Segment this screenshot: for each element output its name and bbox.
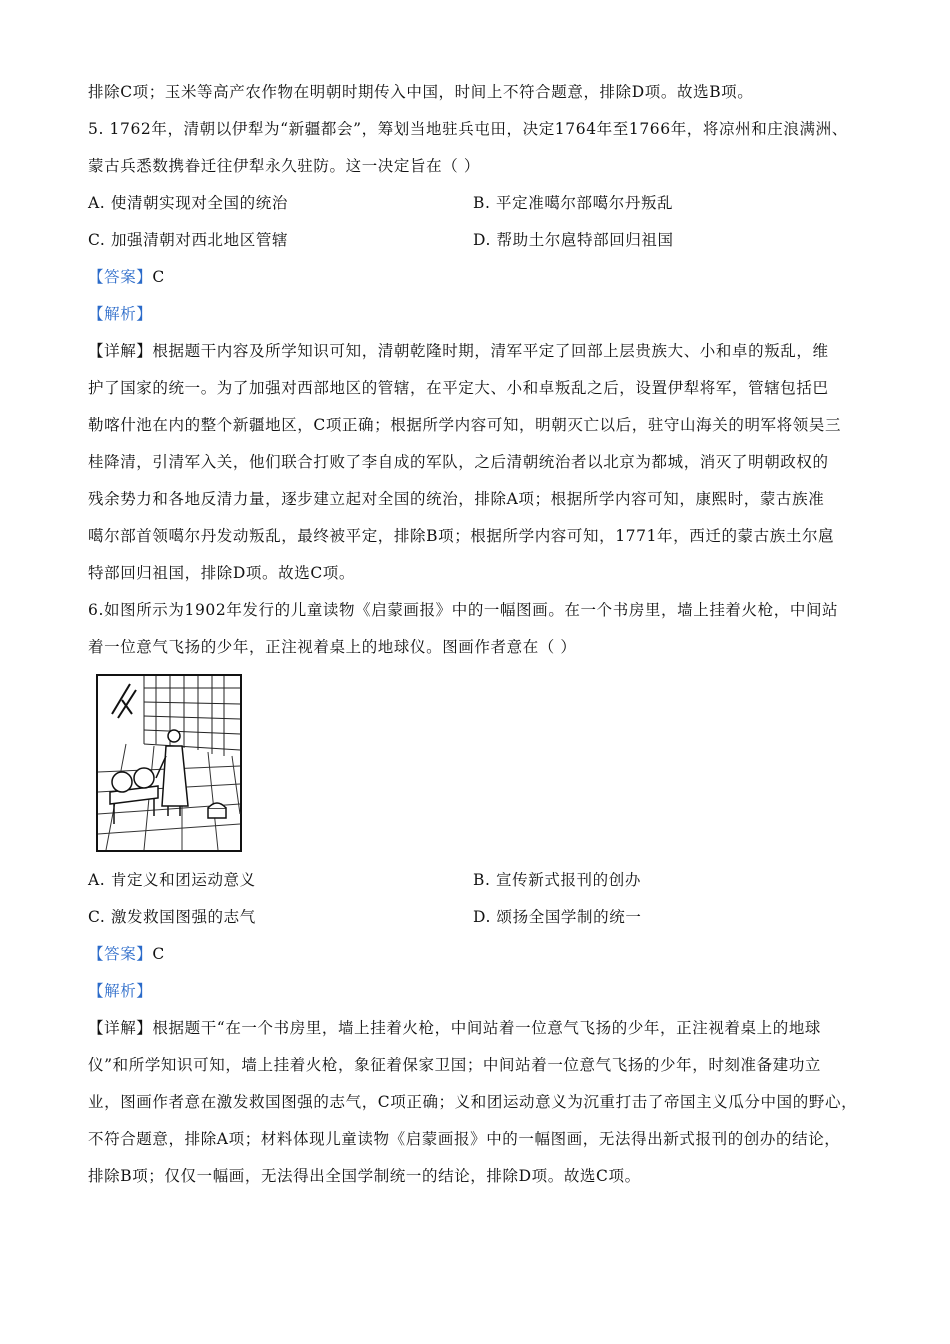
q5-answer [88,259,868,296]
q5-detail-line-7: 特部回归祖国，排除D项。故选C项。 [88,564,355,582]
q5-stem-line-2: 蒙古兵悉数携眷迁往伊犁永久驻防。这一决定旨在（ ） [88,157,480,175]
analysis-tag: 【解析】 [88,982,153,1000]
q6-detail-line-4: 不符合题意，排除A项；材料体现儿童读物《启蒙画报》中的一幅图画，无法得出新式报刊的创办的结论， [88,1130,841,1148]
q6-option-c: C. 激发救国图强的志气 [88,908,256,926]
analysis-tag: 【解析】 [88,305,153,323]
q5-analysis-heading [88,296,868,333]
q6-options-row-2 [88,899,868,936]
q6-stem-line-1: 6.如图所示为1902年发行的儿童读物《启蒙画报》中的一幅图画。在一个书房里，墙上挂着火枪，中间站 [88,601,839,619]
q6-detail-line-2: 仪”和所学知识可知，墙上挂着火枪，象征着保家卫国；中间站着一位意气飞扬的少年，时刻准备建功立 [88,1056,822,1074]
q5-detail-line-6: 噶尔部首领噶尔丹发动叛乱，最终被平定，排除B项；根据所学内容可知，1771年，西迁的蒙古族土尔扈 [88,527,835,545]
q5-detail-line-1 [88,333,868,370]
q6-detail-line-1 [88,1010,868,1047]
study-room-illustration [96,674,242,852]
answer-value: C [152,268,165,286]
q6-stem-line-2: 着一位意气飞扬的少年，正注视着桌上的地球仪。图画作者意在（ ） [88,638,577,656]
q6-option-b: B. 宣传新式报刊的创办 [473,871,641,889]
q6-options-row-1 [88,862,868,899]
q6-analysis-heading [88,973,868,1010]
woodcut-study-room-illustration [96,674,242,852]
q5-option-c: C. 加强清朝对西北地区管辖 [88,231,289,249]
detail-tag: 【详解】 [88,342,153,360]
q5-detail-line-4: 桂降清，引清军入关，他们联合打败了李自成的军队，之后清朝统治者以北京为都城，消灭了明朝政权的 [88,453,829,471]
q4-conclusion: 排除C项；玉米等高产农作物在明朝时期传入中国，时间上不符合题意，排除D项。故选B项。 [88,83,754,101]
answer-tag: 【答案】 [88,268,153,286]
detail-tag: 【详解】 [88,1019,153,1037]
document-page [88,74,868,1195]
q5-stem-line-1: 5. 1762年，清朝以伊犁为“新疆都会”，筹划当地驻兵屯田，决定1764年至1766年，将凉州和庄浪满洲、 [88,120,848,138]
q6-option-a: A. 肯定义和团运动意义 [88,871,256,889]
answer-value: C [152,945,165,963]
q5-detail-line-3: 勒喀什池在内的整个新疆地区，C项正确；根据所学内容可知，明朝灭亡以后，驻守山海关的明军将领吴三 [88,416,842,434]
q6-answer [88,936,868,973]
q5-detail-line-5: 残余势力和各地反清力量，逐步建立起对全国的统治，排除A项；根据所学内容可知，康熙时，蒙古族准 [88,490,825,508]
q6-detail-line-5: 排除B项；仅仅一幅画，无法得出全国学制统一的结论，排除D项。故选C项。 [88,1167,641,1185]
q5-option-d: D. 帮助土尔扈特部回归祖国 [473,231,674,249]
detail-text: 根据题干“在一个书房里，墙上挂着火枪，中间站着一位意气飞扬的少年，正注视着桌上的地球 [152,1019,822,1037]
q5-option-a: A. 使清朝实现对全国的统治 [88,194,288,212]
q5-options-row-2 [88,222,868,259]
answer-tag: 【答案】 [88,945,153,963]
detail-text: 根据题干内容及所学知识可知，清朝乾隆时期，清军平定了回部上层贵族大、小和卓的叛乱，维 [152,342,829,360]
q5-detail-line-2: 护了国家的统一。为了加强对西部地区的管辖，在平定大、小和卓叛乱之后，设置伊犁将军，管辖包括巴 [88,379,829,397]
q5-option-b: B. 平定准噶尔部噶尔丹叛乱 [473,194,674,212]
q6-option-d: D. 颂扬全国学制的统一 [473,908,642,926]
q6-detail-line-3: 业，图画作者意在激发救国图强的志气，C项正确；义和团运动意义为沉重打击了帝国主义瓜分中国的野心， [88,1093,858,1111]
q5-options-row-1 [88,185,868,222]
